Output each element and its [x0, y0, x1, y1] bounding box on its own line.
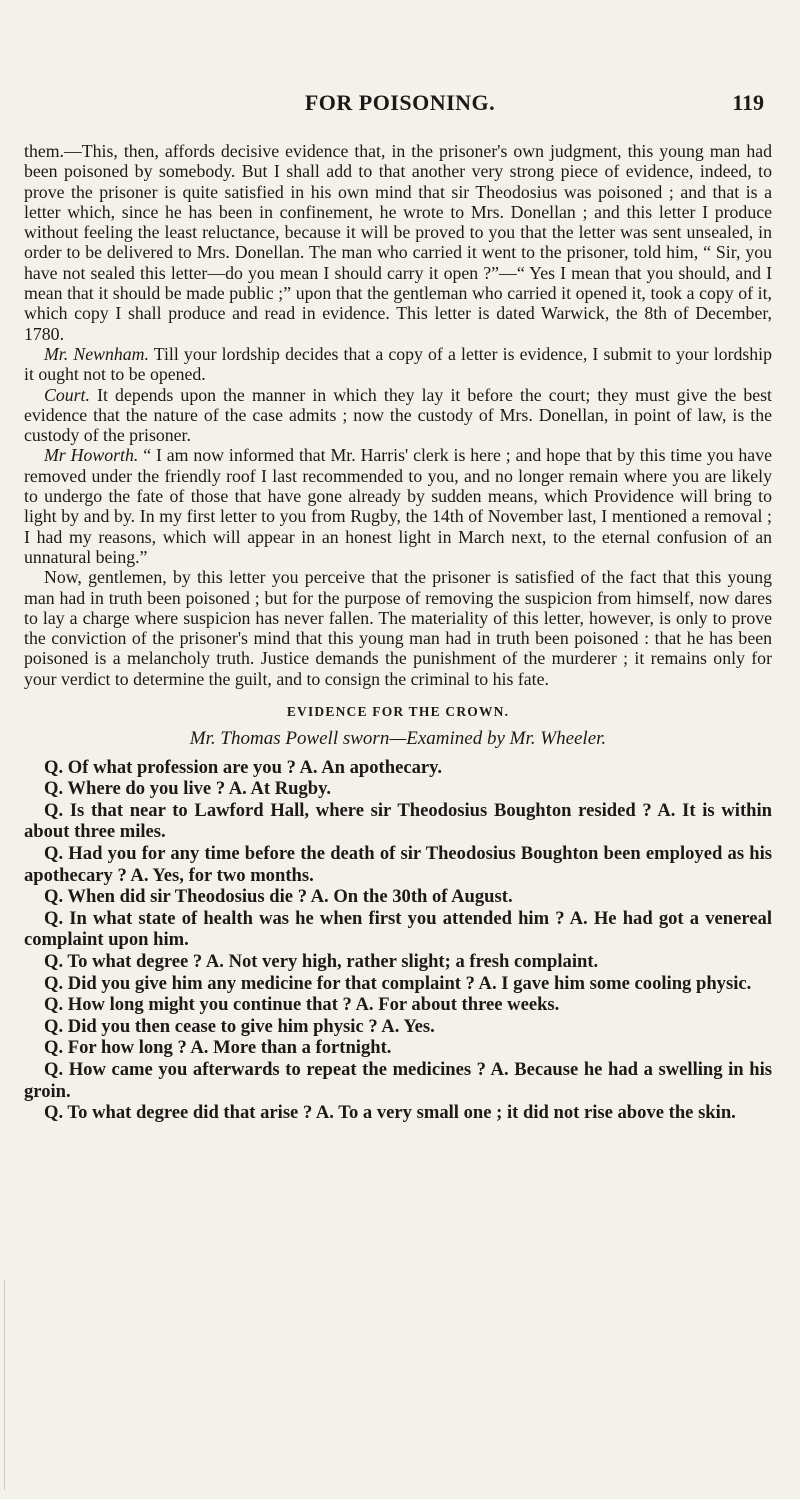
- qa-item: Q. How came you afterwards to repeat the medicines ? A. Because he had a swelling in his groin.: [24, 1058, 772, 1102]
- section-heading: EVIDENCE FOR THE CROWN.: [286, 704, 510, 720]
- closing-paragraph: Now, gentlemen, by this letter you perceive that the prisoner is satisfied of the fact that this young man had in truth been poisoned ; but for the purpose of removing the suspicion from himself, now dares to lay a charge where suspicion has never fallen. The materiality of this letter, however, is only to prove the conviction of the prisoner's mind that this young man had in truth been poisoned : that he has been poisoned is a melancholy truth. Justice demands the punishment of the murderer ; it remains only for your verdict to determine the guilt, and to consign the criminal to his fate.: [24, 567, 772, 689]
- qa-item: Q. In what state of health was he when first you attended him ? A. He had got a venereal complaint upon him.: [24, 907, 772, 951]
- qa-item: Q. To what degree ? A. Not very high, rather slight; a fresh complaint.: [44, 950, 599, 972]
- speech-text: It depends upon the manner in which they lay it before the court; they must give the best evidence that the nature of the case admits ; now the custody of Mrs. Donellan, in point of law, is the custody of the prisoner.: [24, 384, 772, 446]
- speaker-name: Mr Howorth.: [44, 445, 139, 466]
- qa-item: Q. Did you give him any medicine for that complaint ? A. I gave him some cooling physic.: [44, 972, 752, 994]
- qa-item: Q. Of what profession are you ? A. An apothecary.: [44, 756, 443, 778]
- exchange-paragraph: [24, 445, 772, 567]
- qa-item: Q. When did sir Theodosius die ? A. On the 30th of August.: [44, 886, 513, 908]
- qa-item: Q. To what degree did that arise ? A. To a very small one ; it did not rise above the skin.: [44, 1102, 736, 1124]
- margin-rule: [4, 1280, 5, 1490]
- qa-item: Q. For how long ? A. More than a fortnight.: [44, 1037, 392, 1059]
- qa-item: Q. Is that near to Lawford Hall, where sir Theodosius Boughton resided ? A. It is within about three miles.: [24, 799, 772, 843]
- witness-line: Mr. Thomas Powell sworn—Examined by Mr. Wheeler.: [189, 728, 607, 750]
- qa-item: Q. Did you then cease to give him physic ? A. Yes.: [44, 1015, 435, 1037]
- speech-text: “ I am now informed that Mr. Harris' clerk is here ; and hope that by this time you have removed under the friendly roof I last recommended to you, and no longer remain where you are likely to undergo the fate of those that have gone already by sudden means, which Providence will bring to light by and by. In my first letter to you from Rugby, the 14th of November last, I mentioned a removal ; I had my reasons, which will appear in an honest light in March next, to the eternal confusion of an unnatural being.”: [24, 445, 772, 567]
- page-header: [30, 90, 770, 130]
- qa-item: Q. Had you for any time before the death of sir Theodosius Boughton been employed as his apothecary ? A. Yes, for two months.: [24, 842, 772, 886]
- speaker-name: Court.: [44, 384, 90, 405]
- body-text: [24, 141, 772, 1124]
- qa-item: Q. Where do you live ? A. At Rugby.: [44, 778, 332, 800]
- question-answer-list: [24, 757, 772, 1124]
- exchange-paragraph: [24, 385, 772, 446]
- opening-paragraph: them.—This, then, affords decisive evidence that, in the prisoner's own judgment, this young man had been poisoned by somebody. But I shall add to that another very strong piece of evidence, indeed, to prove the prisoner is quite satisfied in his own mind that sir Theodosius was poisoned ; and that is a letter which, since he has been in confinement, he wrote to Mrs. Donellan ; and this letter I produce without feeling the least reluctance, because it will be proved to you that the letter was sent unsealed, in order to be delivered to Mrs. Donellan. The man who carried it went to the prisoner, told him, “ Sir, you have not sealed this letter—do you mean I should carry it open ?”—“ Yes I mean that you should, and I mean that it should be made public ;” upon that the gentleman who carried it opened it, took a copy of it, which copy I shall produce and read in evidence. This letter is dated Warwick, the 8th of December, 1780.: [24, 141, 772, 344]
- speech-text: Till your lordship decides that a copy of a letter is evidence, I submit to your lordship it ought not to be opened.: [24, 343, 772, 385]
- running-head: FOR POISONING.: [304, 90, 496, 115]
- speaker-name: Mr. Newnham.: [44, 343, 149, 364]
- exchange-paragraph: [24, 344, 772, 385]
- page-number: 119: [732, 90, 764, 115]
- qa-item: Q. How long might you continue that ? A. For about three weeks.: [44, 994, 560, 1016]
